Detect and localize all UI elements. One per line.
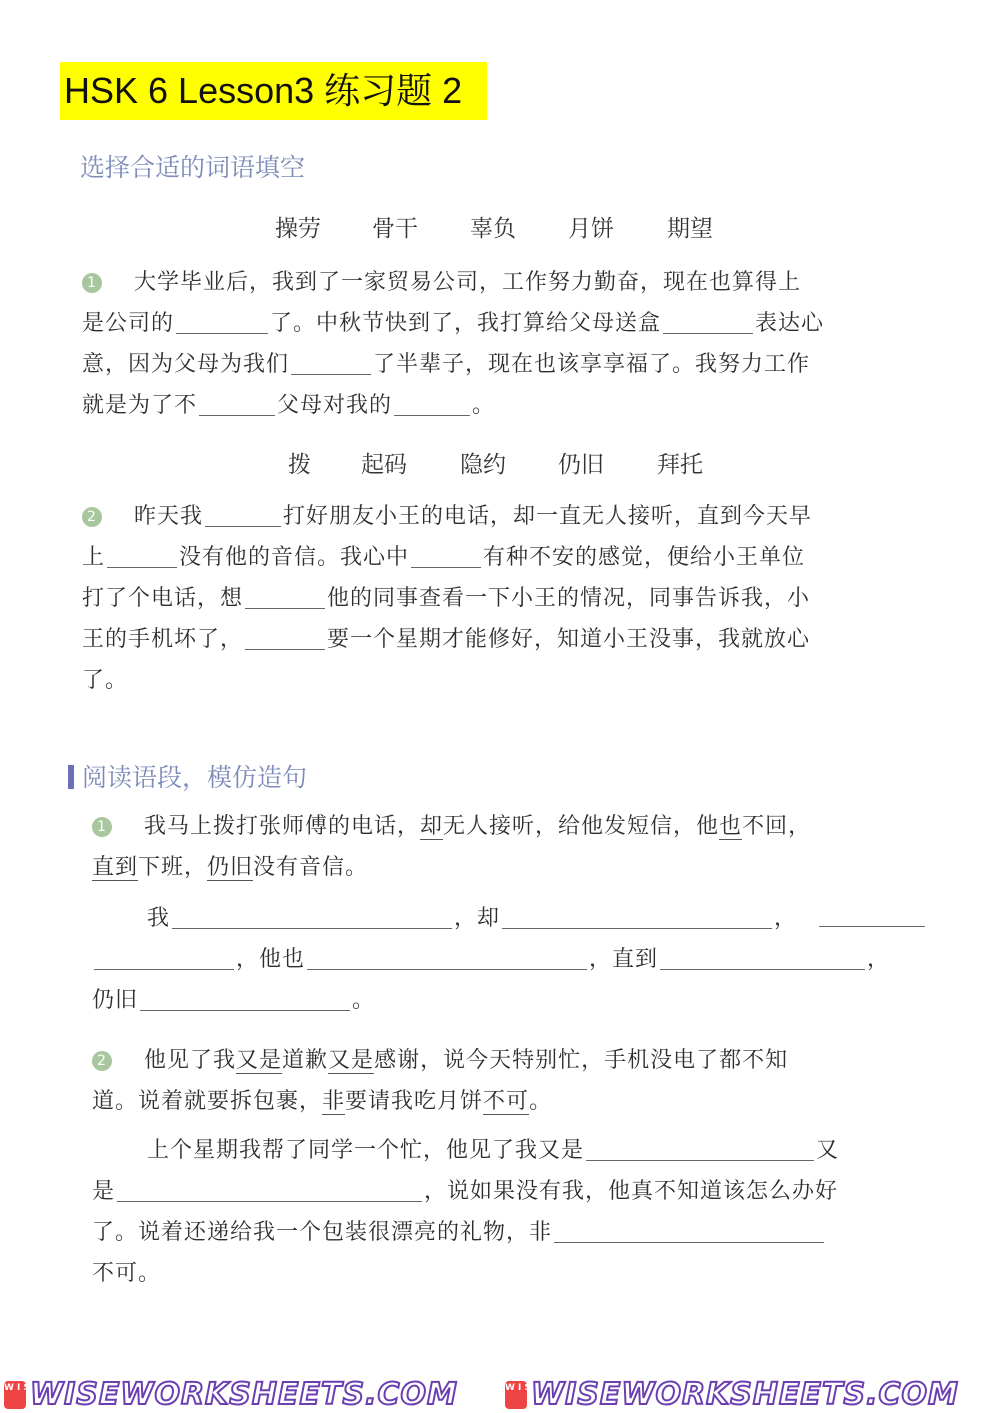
word-bank-item: 月饼 [568,216,614,242]
fill-blank[interactable] [245,584,325,609]
question-number-badge: 2 [82,507,102,527]
fill-blank[interactable] [176,309,268,334]
fill-blank[interactable] [107,543,177,568]
section1-heading: 选择合适的词语填空 [80,153,306,182]
fill-blank[interactable] [819,902,925,927]
word-bank-item: 隐约 [460,452,506,478]
question-number-badge: 2 [92,1051,112,1071]
imitation-exercise-1: 我 ，却 ， ，他也 ，直到 ， 仍旧 。 [92,898,932,1028]
fill-blank[interactable] [586,1136,814,1161]
word-bank-2 [0,446,1000,476]
exercise2-paragraph: 2 昨天我 打好朋友小王的电话，却一直无人接听，直到今天早 上 没有他的音信。我心中 有种不安的感觉，便给小王单位 打了个电话，想 他的同事查看一下小王的情况，同事告诉我，小 王的手机坏了， 要一个星期才能修好，知道小王没事，我就放心 了。 [82,504,813,693]
section-marker [68,765,74,789]
fill-blank[interactable] [307,945,587,970]
footer-watermark [0,1377,1000,1413]
logo-icon: W I S E [4,1381,26,1409]
word-bank-item: 辜负 [470,216,516,242]
word-bank-item: 拜托 [657,452,703,478]
logo-icon: W I S E [505,1381,527,1409]
worksheet-title: HSK 6 Lesson3 练习题 2 [60,62,487,120]
brand-logo[interactable] [505,1377,995,1413]
word-bank-item: 操劳 [275,216,321,242]
fill-blank[interactable] [411,543,481,568]
word-bank-1 [0,210,1000,240]
fill-blank[interactable] [245,625,325,650]
brand-name: WISEWORKSHEETS.COM [531,1377,959,1412]
fill-blank[interactable] [554,1218,824,1243]
fill-blank[interactable] [663,309,753,334]
word-bank-item: 起码 [361,452,407,478]
fill-blank[interactable] [660,945,865,970]
fill-blank[interactable] [394,391,470,416]
fill-blank[interactable] [94,945,234,970]
fill-blank[interactable] [502,904,772,929]
fill-blank[interactable] [205,502,281,527]
word-bank-item: 期望 [667,216,713,242]
model-sentence-2: 2 他见了我又是道歉又是感谢，说今天特别忙，手机没电了都不知 道。说着就要拆包裹，非要请我吃月饼不可。 [92,1048,789,1114]
model-sentence-1: 1 我马上拨打张师傅的电话，却无人接听，给他发短信，他也不回， 直到下班，仍旧没有音信。 [92,814,812,880]
fill-blank[interactable] [291,350,371,375]
word-bank-item: 骨干 [372,216,418,242]
word-bank-item: 仍旧 [558,452,604,478]
fill-blank[interactable] [172,904,452,929]
imitation-exercise-2: 上个星期我帮了同学一个忙，他见了我又是 又 是 ，说如果没有我，他真不知道该怎么办好 了。说着还递给我一个包装很漂亮的礼物，非 不可。 [92,1138,840,1286]
brand-logo[interactable] [4,1377,494,1413]
brand-name: WISEWORKSHEETS.COM [30,1377,458,1412]
fill-blank[interactable] [199,391,275,416]
question-number-badge: 1 [92,817,112,837]
word-bank-item: 拨 [288,452,311,478]
fill-blank[interactable] [140,986,350,1011]
section2-heading: 阅读语段，模仿造句 [68,758,307,794]
exercise1-paragraph: 1 大学毕业后，我到了一家贸易公司，工作努力勤奋，现在也算得上 是公司的 了。中秋节快到了，我打算给父母送盒 表达心 意，因为父母为我们 了半辈子，现在也该享享福了。我努力工作 就是为了不 父母对我的 。 [82,270,825,418]
question-number-badge: 1 [82,273,102,293]
fill-blank[interactable] [117,1177,422,1202]
